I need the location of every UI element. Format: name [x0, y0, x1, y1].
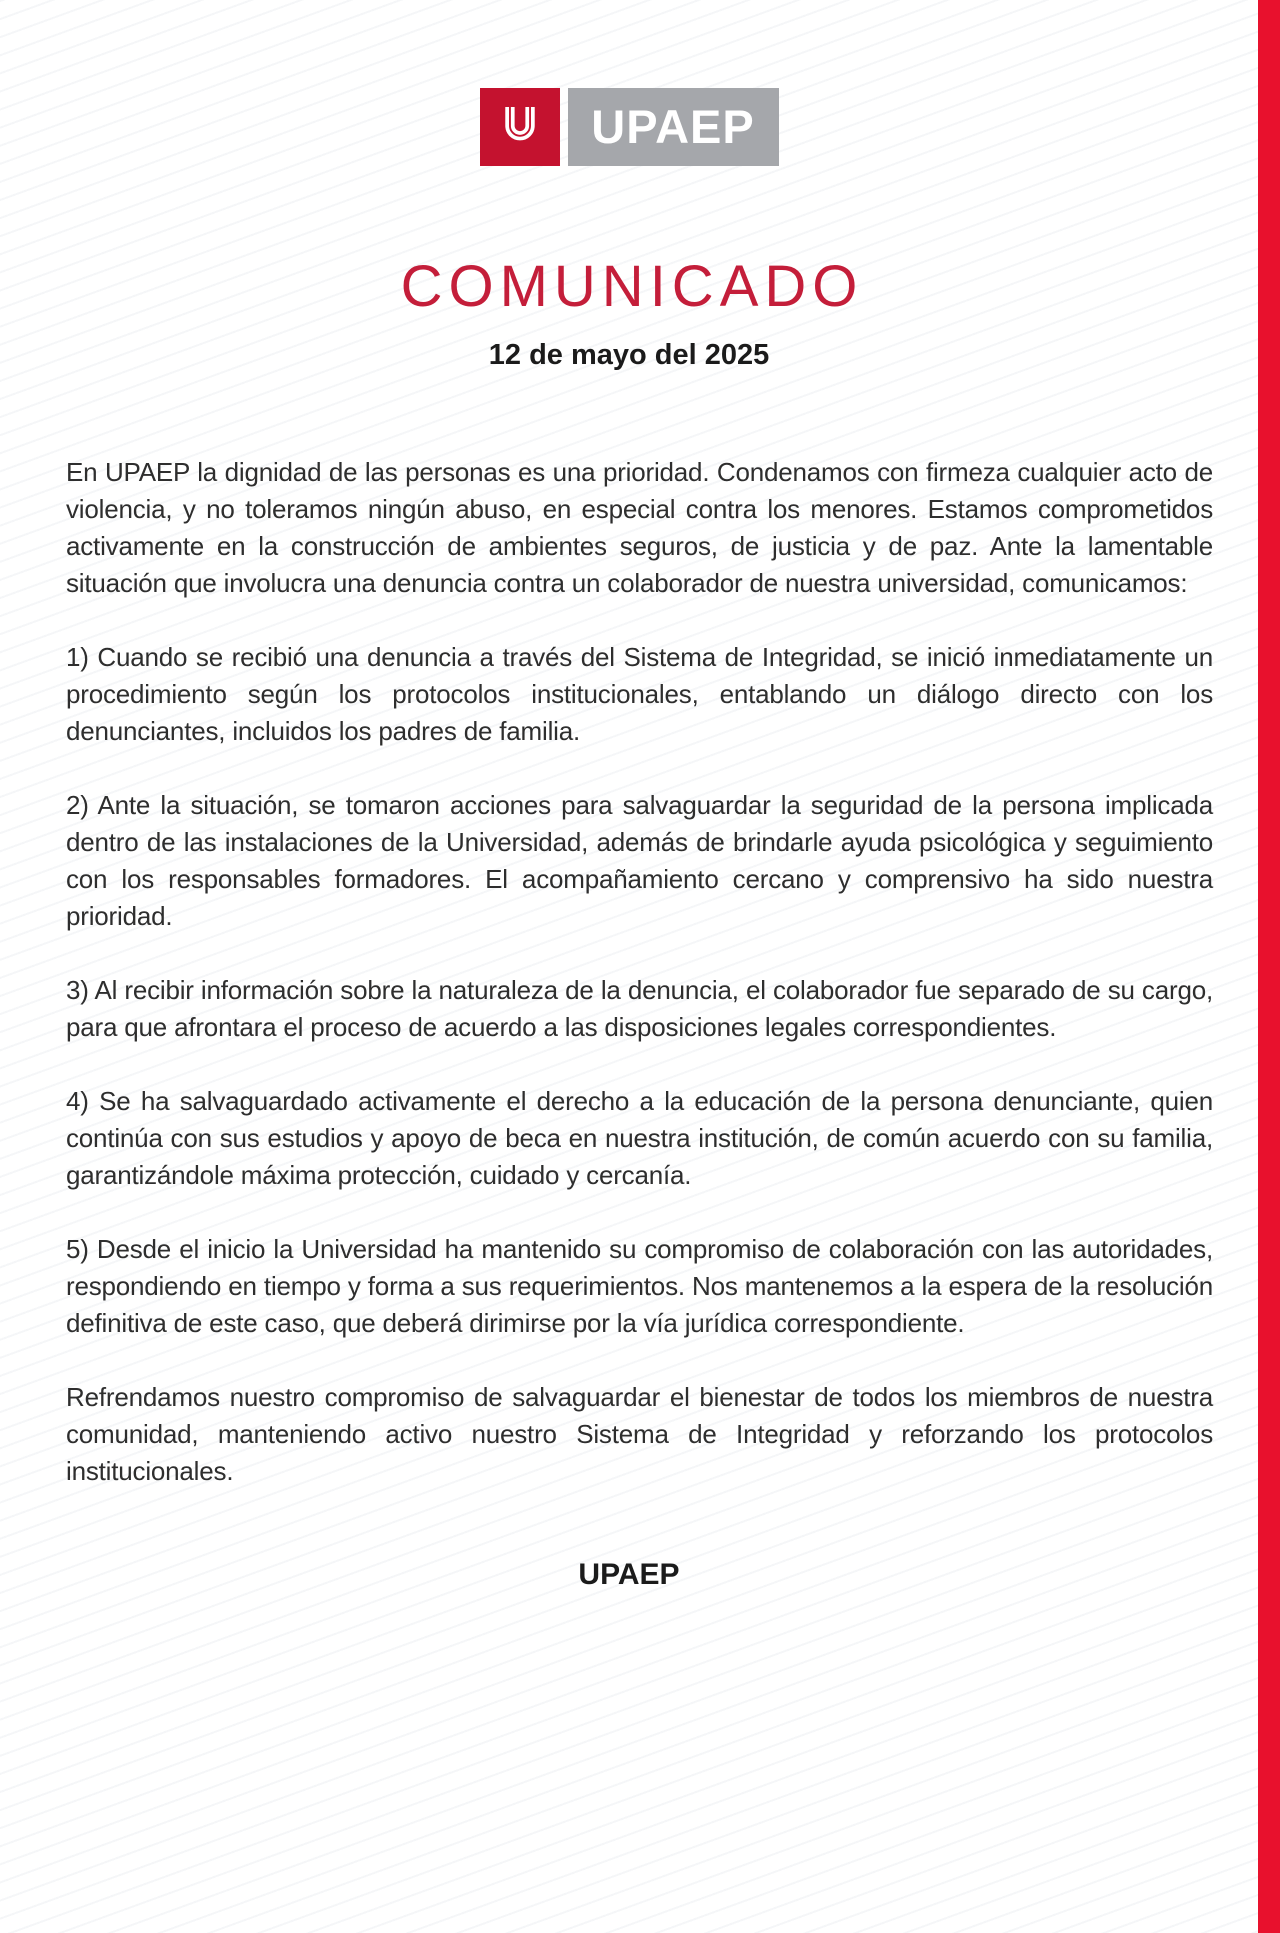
numbered-item-4: 4) Se ha salvaguardado activamente el derecho a la educación de la persona denunciante, quien continúa con sus estudios y apoyo de beca en nuestra institución, de común acuerdo con su familia, garantizándole máxima protección, cuidado y cercanía. [66, 1085, 1213, 1190]
logo-wordmark-text: UPAEP [591, 99, 755, 153]
logo-wordmark-box [568, 88, 779, 166]
logo-row [0, 0, 1258, 166]
numbered-item-2: 2) Ante la situación, se tomaron acciones para salvaguardar la seguridad de la persona implicada dentro de las instalaciones de la Universidad, además de brindarle ayuda psicológica y seguimiento con los responsables formadores. El acompañamiento cercano y comprensivo ha sido nuestra prioridad. [66, 789, 1213, 931]
upaep-logo [480, 88, 779, 166]
upaep-u-icon [491, 97, 549, 158]
right-accent-bar [1258, 0, 1280, 1933]
numbered-item-5: 5) Desde el inicio la Universidad ha mantenido su compromiso de colaboración con las autoridades, respondiendo en tiempo y forma a sus requerimientos. Nos mantenemos a la espera de la resolución definitiva de este caso, que deberá dirimirse por la vía jurídica correspondiente. [66, 1233, 1213, 1338]
communique-body [0, 454, 1258, 1490]
intro-paragraph: En UPAEP la dignidad de las personas es una prioridad. Condenamos con firmeza cualquier acto de violencia, y no toleramos ningún abuso, en especial contra los menores. Estamos comprometidos activamente en la construcción de ambientes seguros, de justicia y de paz. Ante la lamentable situación que involucra una denuncia contra un colaborador de nuestra universidad, comunicamos: [66, 456, 1213, 598]
logo-u-mark [480, 88, 560, 166]
communique-date: 12 de mayo del 2025 [488, 339, 770, 371]
numbered-item-1: 1) Cuando se recibió una denuncia a través del Sistema de Integridad, se inició inmediatamente un procedimiento según los protocolos institucionales, entablando un diálogo directo con los denunciantes, incluidos los padres de familia. [66, 641, 1213, 746]
closing-paragraph: Refrendamos nuestro compromiso de salvaguardar el bienestar de todos los miembros de nuestra comunidad, manteniendo activo nuestro Sistema de Integridad y reforzando los protocolos institucionales. [66, 1381, 1213, 1486]
footer-signature: UPAEP [578, 1557, 680, 1591]
numbered-item-3: 3) Al recibir información sobre la naturaleza de la denuncia, el colaborador fue separado de su cargo, para que afrontara el proceso de acuerdo a las disposiciones legales correspondientes. [66, 974, 1213, 1042]
page-title: COMUNICADO [400, 254, 864, 319]
